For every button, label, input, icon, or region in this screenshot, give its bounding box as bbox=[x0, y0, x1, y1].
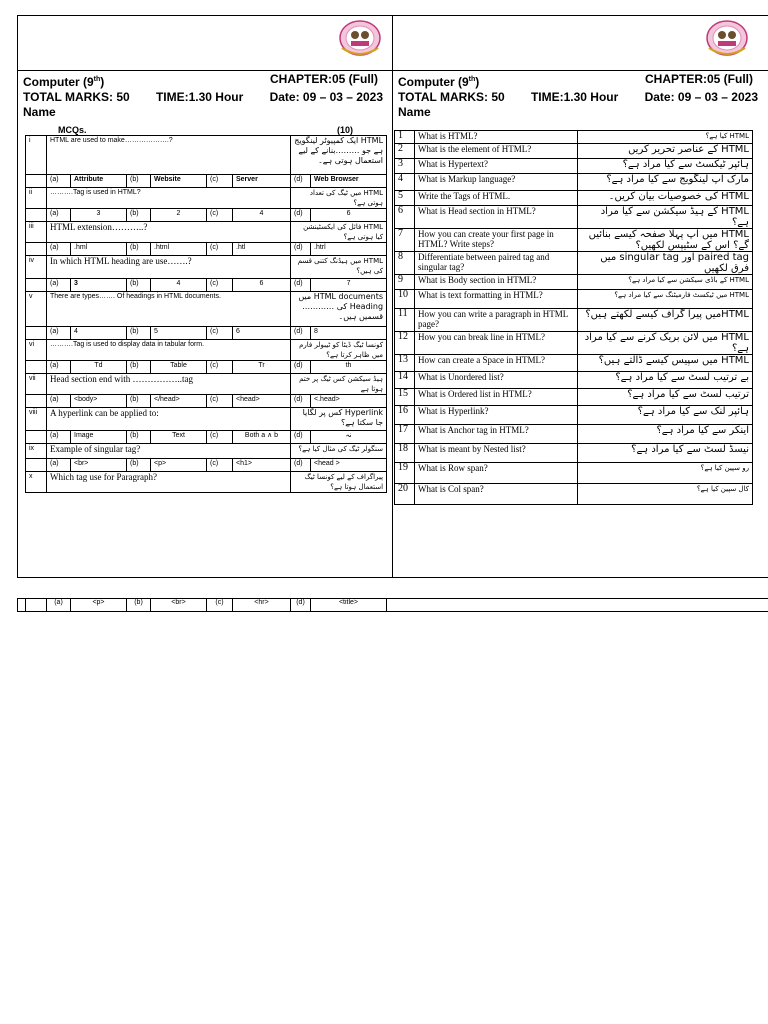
question-urdu: HTML کیا ہے؟ bbox=[578, 131, 753, 144]
option-text[interactable]: 6 bbox=[233, 279, 291, 292]
question-text: There are types……. Of headings in HTML documents. bbox=[47, 292, 291, 327]
option-text: <hr> bbox=[233, 599, 291, 612]
question-urdu: ہائپر لنک سے کیا مراد ہے؟ bbox=[578, 406, 753, 425]
column-divider bbox=[392, 15, 393, 578]
question-urdu: HTML میں آپ پہلا صفحہ کیسے بنائیں گے؟ اس کے سٹیپس لکھیں؟ bbox=[578, 229, 753, 252]
question-text: What is Markup language? bbox=[415, 174, 578, 191]
question-text: What is Unordered list? bbox=[415, 372, 578, 389]
question-number: x bbox=[26, 472, 47, 493]
question-urdu: HTML کے باڈی سیکشن سے کیا مراد ہے؟ bbox=[578, 275, 753, 290]
option-letter: (d) bbox=[291, 279, 311, 292]
short-question-row bbox=[395, 425, 753, 444]
question-text: What is HTML? bbox=[415, 131, 578, 144]
option-letter: (b) bbox=[127, 279, 151, 292]
option-text[interactable]: 3 bbox=[71, 209, 127, 222]
option-letter: (b) bbox=[127, 395, 151, 408]
question-number: vii bbox=[26, 374, 47, 395]
question-number: 7 bbox=[395, 229, 415, 252]
question-number: 18 bbox=[395, 444, 415, 463]
option-text[interactable]: Web Browser bbox=[311, 175, 387, 188]
question-number: 12 bbox=[395, 332, 415, 355]
question-number: iii bbox=[26, 222, 47, 243]
question-text: How you can write a paragraph in HTML page? bbox=[415, 309, 578, 332]
question-urdu: مارک اپ لینگویج سے کیا مراد ہے؟ bbox=[578, 174, 753, 191]
option-text[interactable]: 4 bbox=[71, 327, 127, 340]
short-question-row bbox=[395, 484, 753, 505]
option-text[interactable]: 6 bbox=[233, 327, 291, 340]
continued-option-row bbox=[17, 598, 768, 612]
question-text: How you can break line in HTML? bbox=[415, 332, 578, 355]
mcq-table bbox=[25, 135, 387, 493]
question-number: 5 bbox=[395, 191, 415, 206]
short-questions-table bbox=[394, 130, 753, 505]
question-number: 15 bbox=[395, 389, 415, 406]
option-text[interactable]: <head > bbox=[311, 459, 387, 472]
mcq-question-row bbox=[26, 444, 387, 459]
option-letter: (a) bbox=[47, 209, 71, 222]
short-question-row bbox=[395, 290, 753, 309]
option-text: <br> bbox=[151, 599, 207, 612]
blank-cell bbox=[26, 209, 47, 222]
school-logo-icon bbox=[338, 18, 382, 58]
option-letter: (b) bbox=[127, 327, 151, 340]
option-letter: (c) bbox=[207, 279, 233, 292]
question-urdu: سنگولر ٹیگ کی مثال کیا ہے؟ bbox=[291, 444, 387, 459]
paper-bottom-border bbox=[17, 577, 768, 578]
short-question-row bbox=[395, 131, 753, 144]
mcq-options-row bbox=[26, 459, 387, 472]
option-letter: (a) bbox=[47, 361, 71, 374]
question-number: iv bbox=[26, 256, 47, 279]
option-text[interactable]: .htrl bbox=[311, 243, 387, 256]
option-letter: (d) bbox=[291, 175, 311, 188]
question-text: What is Head section in HTML? bbox=[415, 206, 578, 229]
option-text[interactable]: <br> bbox=[71, 459, 127, 472]
option-text[interactable]: 2 bbox=[151, 209, 207, 222]
question-text: Example of singular tag? bbox=[47, 444, 291, 459]
question-urdu: HTML میں ہیڈنگ کتنی قسم کی ہیں؟ bbox=[291, 256, 387, 279]
short-question-row bbox=[395, 463, 753, 484]
option-text[interactable]: </head> bbox=[151, 395, 207, 408]
option-text[interactable]: Td bbox=[71, 361, 127, 374]
option-letter: (a) bbox=[47, 431, 71, 444]
option-letter: (c) bbox=[207, 459, 233, 472]
mcq-question-row bbox=[26, 188, 387, 209]
short-question-row bbox=[395, 206, 753, 229]
date-label: Date: 09 – 03 – 2023 bbox=[269, 90, 383, 104]
short-question-row bbox=[395, 406, 753, 425]
question-text: What is Col span? bbox=[415, 484, 578, 505]
mcq-options-row bbox=[26, 327, 387, 340]
short-question-row bbox=[395, 159, 753, 174]
short-question-row bbox=[395, 191, 753, 206]
left-header bbox=[23, 72, 383, 120]
question-urdu: HTML میں سپیس کیسے ڈالتے ہیں؟ bbox=[578, 355, 753, 372]
blank-cell bbox=[26, 243, 47, 256]
question-urdu: paired tag اور singular tag میں فرق لکھیں bbox=[578, 252, 753, 275]
option-text[interactable]: 3 bbox=[71, 279, 127, 292]
question-number: 2 bbox=[395, 144, 415, 159]
mcq-question-row bbox=[26, 222, 387, 243]
blank-cell bbox=[18, 599, 26, 612]
option-text[interactable]: th bbox=[311, 361, 387, 374]
option-letter: (c) bbox=[207, 395, 233, 408]
short-question-row bbox=[395, 355, 753, 372]
question-urdu: HTML فائل کی ایکسٹینشن کیا ہوتی ہے؟ bbox=[291, 222, 387, 243]
option-text[interactable]: Attribute bbox=[71, 175, 127, 188]
option-text[interactable]: <p> bbox=[151, 459, 207, 472]
option-letter: (d) bbox=[291, 243, 311, 256]
short-question-row bbox=[395, 444, 753, 463]
option-letter: (a) bbox=[47, 395, 71, 408]
short-question-row bbox=[395, 252, 753, 275]
time-label: TIME:1.30 Hour bbox=[530, 90, 619, 104]
option-letter: (c) bbox=[207, 361, 233, 374]
question-number: ii bbox=[26, 188, 47, 209]
option-letter: (a) bbox=[47, 279, 71, 292]
blank-cell bbox=[26, 599, 47, 612]
option-text: <p> bbox=[71, 599, 127, 612]
question-text: A hyperlink can be applied to: bbox=[47, 408, 291, 431]
right-header bbox=[398, 72, 758, 120]
subject-label: Computer (9th) bbox=[398, 75, 480, 89]
question-text: Differentiate between paired tag and singular tag? bbox=[415, 252, 578, 275]
question-number: viii bbox=[26, 408, 47, 431]
question-urdu: HTML میں ٹیگ کی تعداد ہوتی ہے؟ bbox=[291, 188, 387, 209]
option-text[interactable]: Server bbox=[233, 175, 291, 188]
option-text[interactable]: 7 bbox=[311, 279, 387, 292]
question-text: What is text formatting in HTML? bbox=[415, 290, 578, 309]
question-urdu: کال سپین کیا ہے؟ bbox=[578, 484, 753, 505]
short-question-row bbox=[395, 309, 753, 332]
option-letter: (b) bbox=[127, 243, 151, 256]
question-text: Write the Tags of HTML. bbox=[415, 191, 578, 206]
question-number: 19 bbox=[395, 463, 415, 484]
question-urdu: Hyperlink کس پر لگایا جا سکتا ہے؟ bbox=[291, 408, 387, 431]
mcq-question-row bbox=[26, 340, 387, 361]
option-text[interactable]: Table bbox=[151, 361, 207, 374]
question-number: 17 bbox=[395, 425, 415, 444]
mcq-question-row bbox=[26, 472, 387, 493]
chapter-label: CHAPTER:05 (Full) bbox=[270, 72, 378, 86]
question-text: HTML extension………..? bbox=[47, 222, 291, 243]
option-text[interactable]: .html bbox=[151, 243, 207, 256]
question-number: 8 bbox=[395, 252, 415, 275]
option-letter: (c) bbox=[207, 175, 233, 188]
mcq-options-row bbox=[26, 431, 387, 444]
question-urdu: HTML کی خصوصیات بیان کریں۔ bbox=[578, 191, 753, 206]
question-text: How you can create your first page in HTML? Write steps? bbox=[415, 229, 578, 252]
option-letter: (b) bbox=[127, 599, 151, 612]
question-number: 1 bbox=[395, 131, 415, 144]
option-letter: (b) bbox=[127, 209, 151, 222]
option-text: <title> bbox=[311, 599, 387, 612]
question-number: 11 bbox=[395, 309, 415, 332]
option-text[interactable]: 5 bbox=[151, 327, 207, 340]
option-letter: (b) bbox=[127, 431, 151, 444]
question-number: v bbox=[26, 292, 47, 327]
option-letter: (a) bbox=[47, 175, 71, 188]
option-text[interactable]: Website bbox=[151, 175, 207, 188]
total-marks-label: TOTAL MARKS: 50 bbox=[23, 90, 130, 104]
question-text: What is Ordered list in HTML? bbox=[415, 389, 578, 406]
option-letter: (a) bbox=[47, 327, 71, 340]
option-text[interactable]: Both a ∧ b bbox=[233, 431, 291, 444]
question-number: vi bbox=[26, 340, 47, 361]
blank-cell bbox=[26, 279, 47, 292]
option-letter: (d) bbox=[291, 459, 311, 472]
option-letter: (d) bbox=[291, 599, 311, 612]
mcq-options-row bbox=[26, 175, 387, 188]
question-urdu: اینکر سے کیا مراد ہے؟ bbox=[578, 425, 753, 444]
question-urdu: ترتیب لسٹ سے کیا مراد ہے؟ bbox=[578, 389, 753, 406]
option-text[interactable]: 6 bbox=[311, 209, 387, 222]
option-letter: (c) bbox=[207, 599, 233, 612]
question-text: What is Anchor tag in HTML? bbox=[415, 425, 578, 444]
question-text: What is Row span? bbox=[415, 463, 578, 484]
blank-cell bbox=[26, 459, 47, 472]
option-text[interactable]: نہ bbox=[311, 431, 387, 444]
option-letter: (c) bbox=[207, 327, 233, 340]
question-number: 20 bbox=[395, 484, 415, 505]
question-urdu: رو سپین کیا ہے؟ bbox=[578, 463, 753, 484]
short-question-row bbox=[395, 275, 753, 290]
question-urdu: نیسڈ لسٹ سے کیا مراد ہے؟ bbox=[578, 444, 753, 463]
mcq-title: MCQs. bbox=[58, 125, 87, 135]
mcq-question-row bbox=[26, 136, 387, 175]
question-text: Head section end with ……………..tag bbox=[47, 374, 291, 395]
short-question-row bbox=[395, 229, 753, 252]
option-text[interactable]: .hml bbox=[71, 243, 127, 256]
short-question-row bbox=[395, 174, 753, 191]
option-text[interactable]: <h1> bbox=[233, 459, 291, 472]
question-urdu: ہیڈ سیکشن کس ٹیگ پر ختم ہوتا ہے bbox=[291, 374, 387, 395]
mcq-question-row bbox=[26, 256, 387, 279]
option-text[interactable]: Image bbox=[71, 431, 127, 444]
question-number: 4 bbox=[395, 174, 415, 191]
question-number: 13 bbox=[395, 355, 415, 372]
option-letter: (a) bbox=[47, 243, 71, 256]
time-label: TIME:1.30 Hour bbox=[155, 90, 244, 104]
blank-cell bbox=[26, 327, 47, 340]
question-urdu: HTML میں ٹیکسٹ فارمیٹنگ سے کیا مراد ہے؟ bbox=[578, 290, 753, 309]
option-letter: (c) bbox=[207, 431, 233, 444]
option-text[interactable]: 4 bbox=[151, 279, 207, 292]
question-text: What is Hypertext? bbox=[415, 159, 578, 174]
short-question-row bbox=[395, 332, 753, 355]
question-urdu: پیراگراف کے لیے کونسا ٹیگ استعمال ہوتا ہے؟ bbox=[291, 472, 387, 493]
question-number: 16 bbox=[395, 406, 415, 425]
question-text: HTML are used to make……………….? bbox=[47, 136, 291, 175]
chapter-label: CHAPTER:05 (Full) bbox=[645, 72, 753, 86]
question-text: What is Hyperlink? bbox=[415, 406, 578, 425]
question-urdu: ہائپر ٹیکسٹ سے کیا مراد ہے؟ bbox=[578, 159, 753, 174]
school-logo-icon bbox=[705, 18, 749, 58]
short-question-row bbox=[395, 372, 753, 389]
mcq-options-row bbox=[26, 361, 387, 374]
question-number: 9 bbox=[395, 275, 415, 290]
short-question-row bbox=[395, 144, 753, 159]
option-text[interactable]: <.head> bbox=[311, 395, 387, 408]
option-text[interactable]: Text bbox=[151, 431, 207, 444]
mcq-question-row bbox=[26, 408, 387, 431]
blank-cell bbox=[387, 599, 768, 612]
mcq-options-row bbox=[26, 243, 387, 256]
question-text: ……….Tag is used to display data in tabular form. bbox=[47, 340, 291, 361]
option-letter: (d) bbox=[291, 327, 311, 340]
blank-cell bbox=[26, 395, 47, 408]
question-urdu: HTMLمیں پیرا گراف کیسے لکھتے ہیں؟ bbox=[578, 309, 753, 332]
mcq-marks: (10) bbox=[337, 125, 354, 135]
question-urdu: HTML میں لائن بریک کرنے سے کیا مراد ہے؟ bbox=[578, 332, 753, 355]
question-text: What is Body section in HTML? bbox=[415, 275, 578, 290]
question-urdu: کونسا ٹیگ ڈیٹا کو ٹیبولر فارم میں ظاہر کرتا ہے؟ bbox=[291, 340, 387, 361]
question-urdu: HTML کے عناصر تحریر کریں bbox=[578, 144, 753, 159]
question-number: 6 bbox=[395, 206, 415, 229]
total-marks-label: TOTAL MARKS: 50 bbox=[398, 90, 505, 104]
option-letter: (b) bbox=[127, 459, 151, 472]
blank-cell bbox=[26, 175, 47, 188]
option-text[interactable]: <body> bbox=[71, 395, 127, 408]
subject-label: Computer (9th) bbox=[23, 75, 105, 89]
option-letter: (c) bbox=[207, 243, 233, 256]
date-label: Date: 09 – 03 – 2023 bbox=[644, 90, 758, 104]
blank-cell bbox=[26, 431, 47, 444]
question-text: How can create a Space in HTML? bbox=[415, 355, 578, 372]
option-text[interactable]: <head> bbox=[233, 395, 291, 408]
mcq-question-row bbox=[26, 374, 387, 395]
question-text: ……….Tag is used in HTML? bbox=[47, 188, 291, 209]
question-urdu: بے ترتیب لسٹ سے کیا مراد ہے؟ bbox=[578, 372, 753, 389]
question-urdu: HTML documents میں Heading کی ………… قسمیں ہیں۔ bbox=[291, 292, 387, 327]
question-text: What is meant by Nested list? bbox=[415, 444, 578, 463]
option-letter: (a) bbox=[47, 459, 71, 472]
blank-cell bbox=[26, 361, 47, 374]
option-letter: (b) bbox=[127, 175, 151, 188]
mcq-question-row bbox=[26, 292, 387, 327]
option-text[interactable]: 8 bbox=[311, 327, 387, 340]
option-letter: (d) bbox=[291, 395, 311, 408]
logo-row-divider bbox=[17, 70, 768, 71]
question-number: 10 bbox=[395, 290, 415, 309]
question-number: 14 bbox=[395, 372, 415, 389]
mcq-options-row bbox=[26, 279, 387, 292]
question-number: i bbox=[26, 136, 47, 175]
option-text[interactable]: .htl bbox=[233, 243, 291, 256]
option-letter: (b) bbox=[127, 361, 151, 374]
question-text: Which tag use for Paragraph? bbox=[47, 472, 291, 493]
option-letter: (d) bbox=[291, 431, 311, 444]
mcq-options-row bbox=[26, 395, 387, 408]
question-urdu: HTML کے ہیڈ سیکشن سے کیا مراد ہے؟ bbox=[578, 206, 753, 229]
option-letter: (d) bbox=[291, 209, 311, 222]
mcq-options-row bbox=[26, 209, 387, 222]
option-text[interactable]: 4 bbox=[233, 209, 291, 222]
question-number: ix bbox=[26, 444, 47, 459]
question-text: What is the element of HTML? bbox=[415, 144, 578, 159]
name-label: Name bbox=[398, 105, 431, 119]
option-letter: (a) bbox=[47, 599, 71, 612]
option-letter: (c) bbox=[207, 209, 233, 222]
option-letter: (d) bbox=[291, 361, 311, 374]
name-label: Name bbox=[23, 105, 56, 119]
question-number: 3 bbox=[395, 159, 415, 174]
option-text[interactable]: Tr bbox=[233, 361, 291, 374]
question-text: In which HTML heading are use…….? bbox=[47, 256, 291, 279]
short-question-row bbox=[395, 389, 753, 406]
question-urdu: HTML ایک کمپیوٹر لینگویج ہے جو ………بنانے کے لیے استعمال ہوتی ہے۔ bbox=[291, 136, 387, 175]
